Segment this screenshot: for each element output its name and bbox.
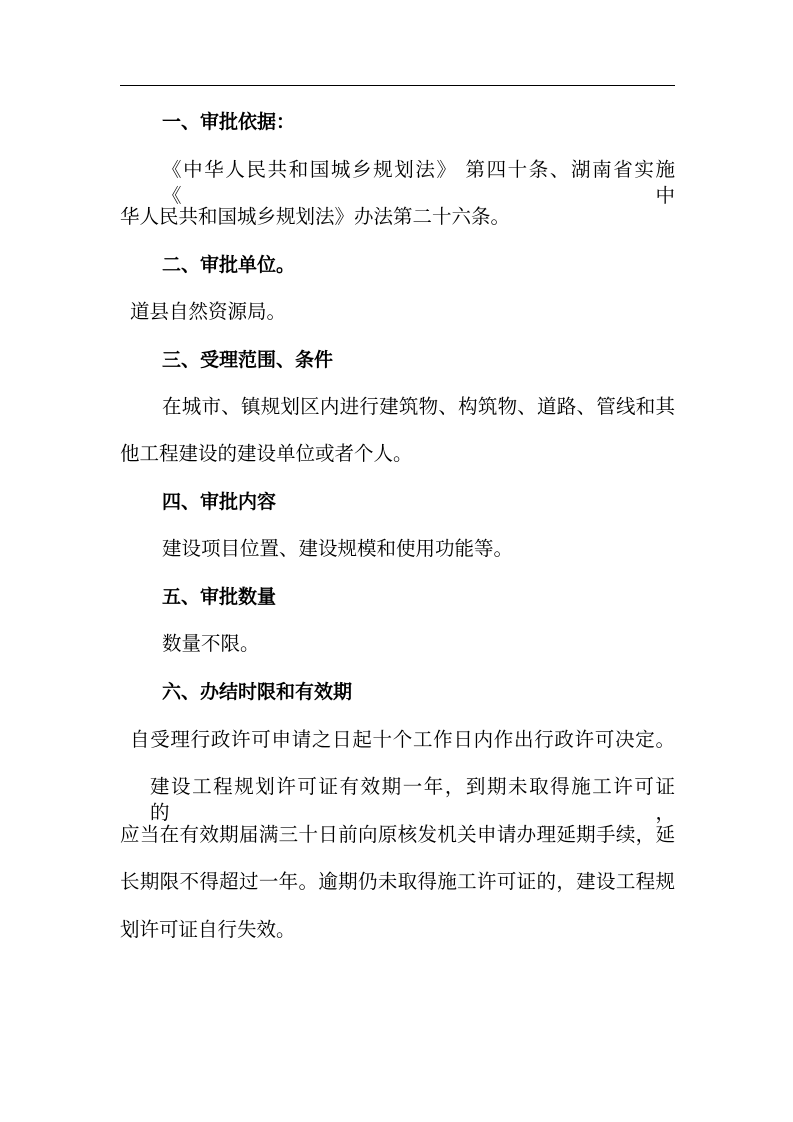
section-5-heading: 五、审批数量 (162, 586, 277, 608)
section-5-line-1: 数量不限。 (162, 632, 260, 655)
section-4-line-1: 建设项目位置、建设规模和使用功能等。 (162, 537, 514, 560)
section-6-line-4: 长期限不得超过一年。逾期仍未取得施工许可证的，建设工程规 (120, 870, 675, 893)
section-1-line-2: 华人民共和国城乡规划法》办法第二十六条。 (120, 205, 511, 228)
section-1-line-1: 《中华人民共和国城乡规划法》 第四十条、湖南省实施《中 (162, 158, 675, 207)
header-rule (120, 85, 675, 86)
section-6-line-2: 建设工程规划许可证有效期一年，到期未取得施工许可证的， (150, 775, 675, 824)
section-4-heading: 四、审批内容 (162, 491, 277, 513)
section-2-line-1: 道县自然资源局。 (130, 300, 287, 323)
section-6-line-3: 应当在有效期届满三十日前向原核发机关申请办理延期手续，延 (120, 823, 675, 846)
section-2-heading: 二、审批单位。 (162, 254, 296, 276)
section-6-heading: 六、办结时限和有效期 (162, 681, 353, 703)
section-3-heading: 三、受理范围、条件 (162, 349, 334, 371)
section-1-heading: 一、审批依据： (162, 111, 296, 133)
section-3-line-1: 在城市、镇规划区内进行建筑物、构筑物、道路、管线和其 (162, 395, 675, 418)
section-3-line-2: 他工程建设的建设单位或者个人。 (120, 442, 413, 465)
section-6-line-5: 划许可证自行失效。 (120, 918, 296, 941)
section-6-line-1: 自受理行政许可申请之日起十个工作日内作出行政许可决定。 (130, 728, 675, 751)
